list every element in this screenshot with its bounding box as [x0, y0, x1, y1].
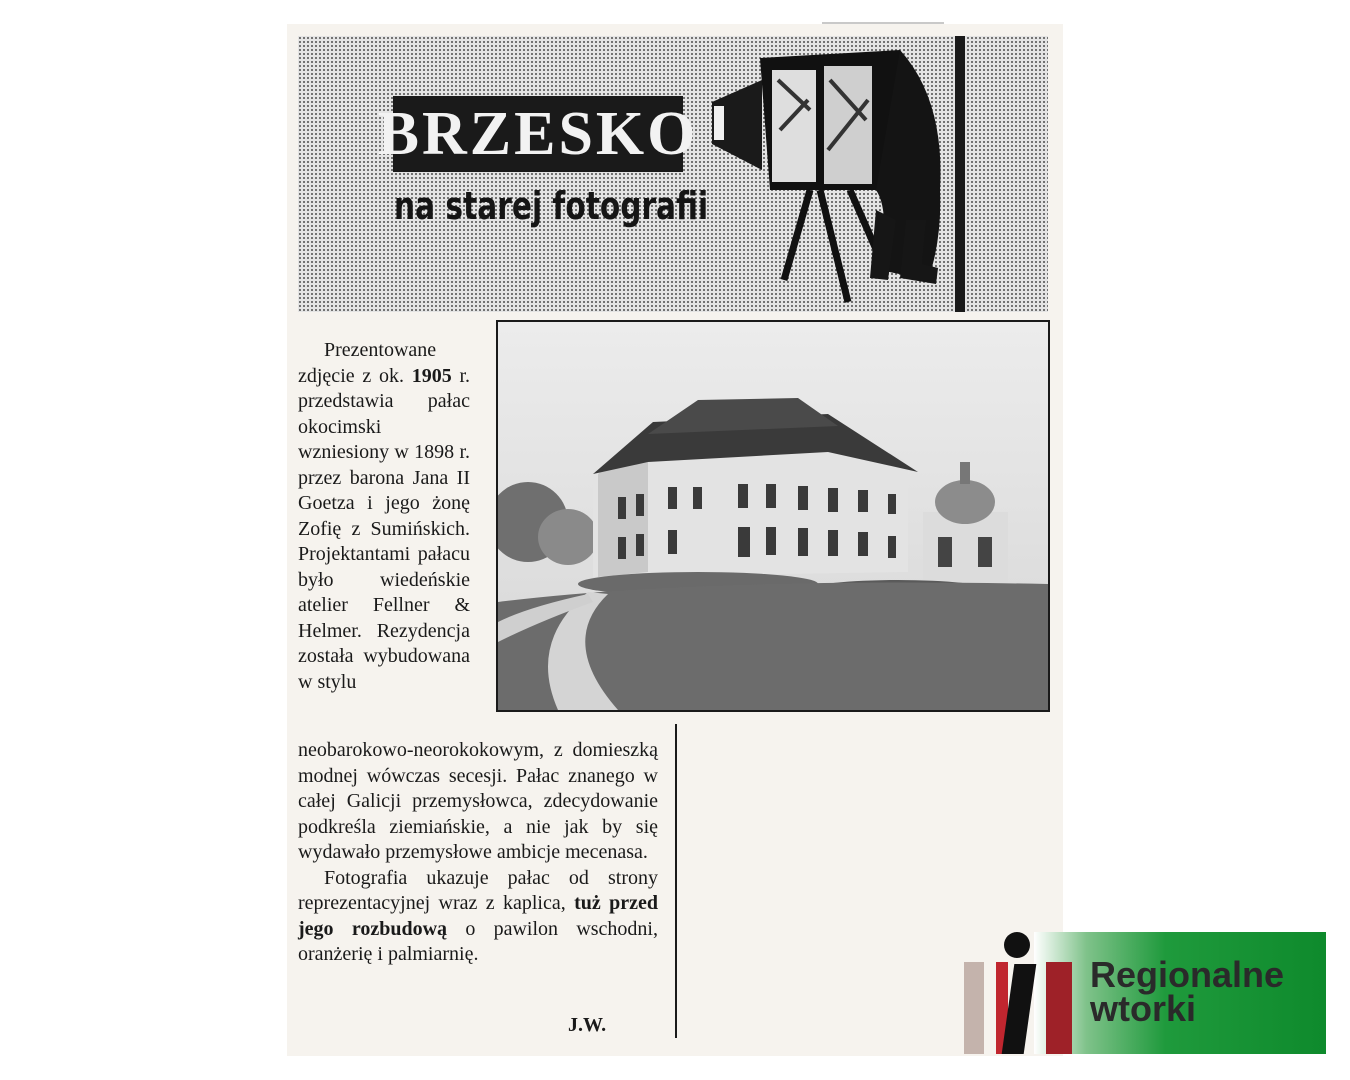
camera-icon [700, 40, 950, 310]
logo-i-dot-icon [1004, 932, 1030, 958]
regionalne-wtorki-logo [964, 932, 1326, 1056]
logo-bar [964, 962, 984, 1054]
column-rule [675, 724, 677, 1038]
logo-text [1090, 954, 1285, 1029]
palace-photograph [496, 320, 1050, 712]
text-run: Prezentowane zdjęcie z ok. [298, 339, 437, 387]
logo-line-2: wtorki [1090, 988, 1197, 1029]
faint-rule [822, 22, 944, 24]
page-subtitle: na starej fotografii [394, 184, 709, 228]
author-signature: J.W. [568, 1014, 607, 1036]
text-run: Fotografia ukazuje pałac od strony reprezentacyjnej wraz z kaplica, [298, 866, 658, 914]
article-paragraph-photo [298, 866, 658, 968]
banner-vertical-rule [955, 36, 965, 312]
article-column-wide [298, 738, 658, 968]
page-title: BRZESKO [377, 100, 699, 168]
text-run: r. przedstawia pałac okocimski wzniesiony w 1898 r. przez barona Jana II Goetza i jego żonę Zofię z Sumińskich. Projektantami pałacu było wiedeńskie atelier Fellner & Helmer. Rezydencja została wybudowana w stylu [298, 364, 470, 693]
title-box [377, 96, 699, 172]
logo-line-1: Regionalne [1090, 954, 1285, 995]
logo-bar [1046, 962, 1072, 1054]
year-bold: 1905 [411, 364, 452, 387]
article-paragraph-intro [298, 338, 470, 695]
bold-phrase: tuż przed jego rozbudową [298, 892, 658, 940]
article-column-narrow [298, 338, 470, 695]
text-run: o pawilon wschodni, oranżerię i palmiarnię. [298, 917, 658, 965]
article-paragraph-continuation: neobarokowo-neorokokowym, z domieszką modnej wówczas secesji. Pałac znanego w całej Galicji przemysłowca, zdecydowanie podkreśla ziemiańskie, a nie jak by się wydawało przemysłowe ambicje mecenasa. [298, 739, 658, 863]
